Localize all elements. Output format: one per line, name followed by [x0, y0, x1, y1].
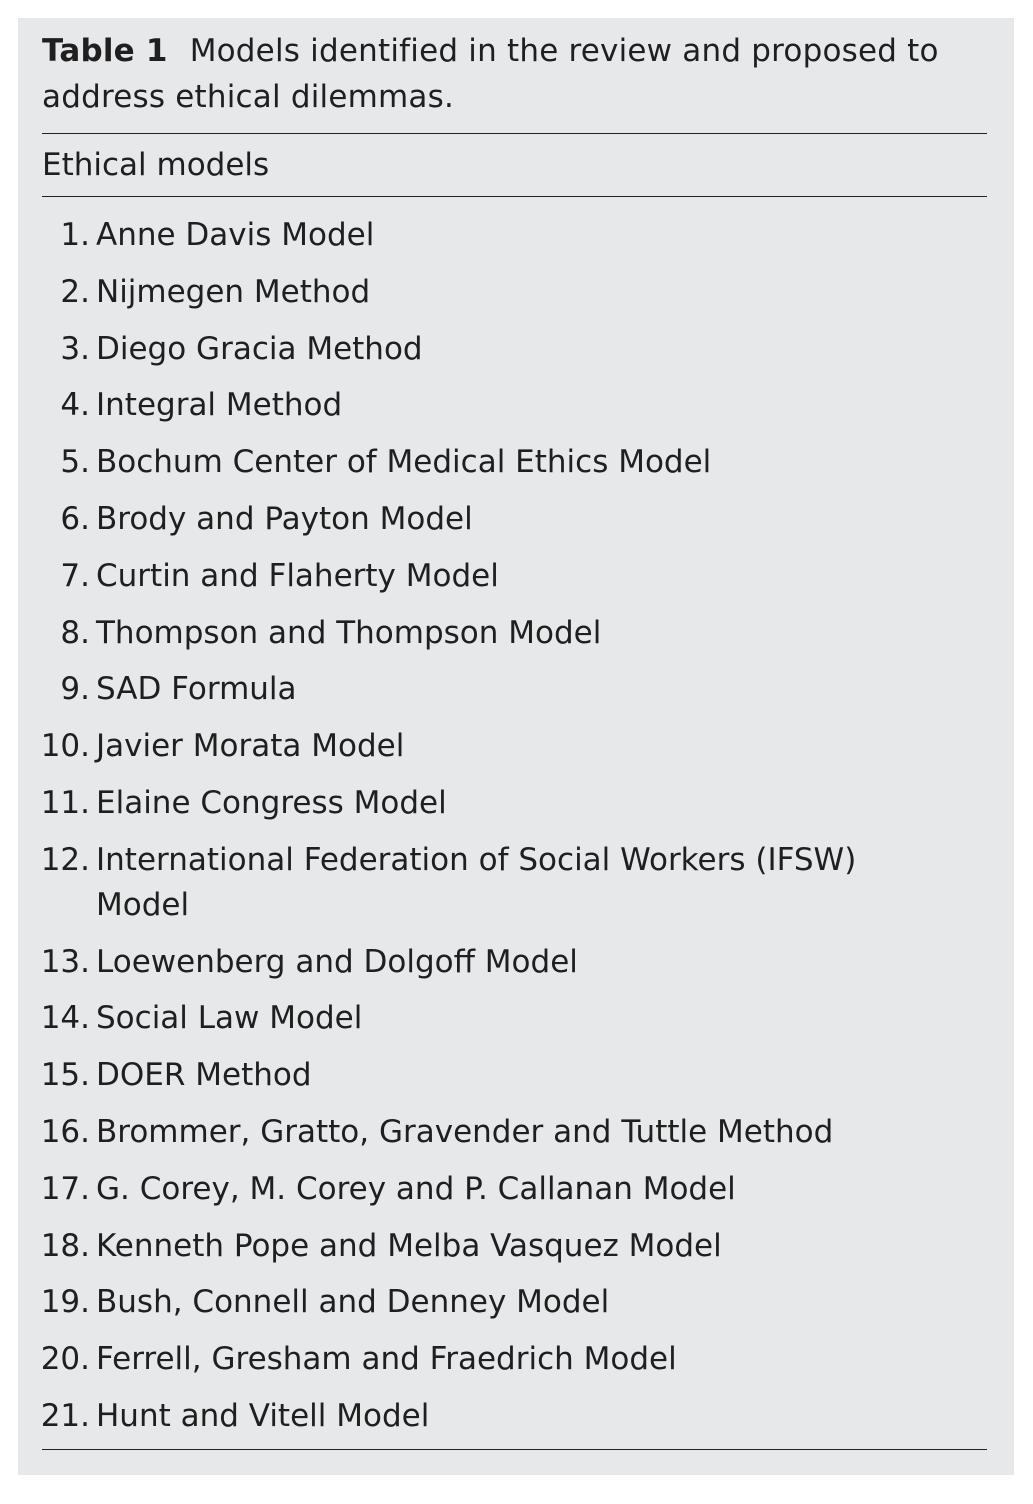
list-item	[18, 1337, 1014, 1382]
item-text: International Federation of Social Workers (IFSW) Model	[96, 841, 857, 923]
item-number: 15.	[40, 1057, 90, 1094]
table-panel	[18, 18, 1014, 1475]
models-list	[18, 213, 1014, 1451]
list-item	[18, 996, 1014, 1041]
item-text: SAD Formula	[96, 671, 297, 708]
item-text: Brody and Payton Model	[96, 500, 473, 537]
item-text: Javier Morata Model	[96, 728, 405, 765]
item-number: 11.	[40, 784, 90, 821]
item-text: Anne Davis Model	[96, 217, 375, 253]
item-number: 21.	[40, 1397, 90, 1434]
list-item	[18, 554, 1014, 599]
item-number: 20.	[40, 1341, 90, 1378]
item-text: Diego Gracia Method	[96, 330, 423, 367]
bottom-rule	[42, 1449, 987, 1450]
list-item	[18, 1224, 1014, 1269]
item-text: Thompson and Thompson Model	[96, 614, 602, 651]
list-item	[18, 781, 1014, 826]
item-number: 1.	[60, 217, 90, 253]
item-number: 18.	[40, 1227, 90, 1264]
item-text: Loewenberg and Dolgoff Model	[96, 943, 578, 980]
item-text: Bush, Connell and Denney Model	[96, 1284, 610, 1321]
item-text: Brommer, Gratto, Gravender and Tuttle Method	[96, 1113, 834, 1150]
list-item	[18, 1053, 1014, 1098]
item-text: Kenneth Pope and Melba Vasquez Model	[96, 1227, 722, 1264]
item-number: 4.	[60, 387, 90, 424]
table-label: Table 1	[42, 33, 168, 69]
item-text: Curtin and Flaherty Model	[96, 557, 499, 594]
table-caption	[42, 28, 992, 120]
item-text: Social Law Model	[96, 1000, 363, 1037]
item-text: Ferrell, Gresham and Fraedrich Model	[96, 1341, 677, 1378]
item-number: 14.	[40, 1000, 90, 1037]
list-item	[18, 940, 1014, 985]
item-text: Elaine Congress Model	[96, 784, 447, 821]
item-number: 3.	[60, 330, 90, 367]
item-text: Integral Method	[96, 387, 343, 424]
list-item	[18, 440, 1014, 485]
list-item	[18, 838, 1014, 928]
list-item	[18, 724, 1014, 769]
item-number: 7.	[60, 557, 90, 594]
item-number: 9.	[60, 671, 90, 708]
item-number: 6.	[60, 500, 90, 537]
column-header: Ethical models	[42, 147, 270, 183]
list-item	[18, 383, 1014, 428]
item-number: 10.	[40, 728, 90, 765]
list-item	[18, 1167, 1014, 1212]
item-number: 16.	[40, 1113, 90, 1150]
list-item	[18, 327, 1014, 372]
item-number: 2.	[60, 273, 90, 310]
list-item	[18, 1280, 1014, 1325]
list-item	[18, 1110, 1014, 1155]
item-number: 5.	[60, 444, 90, 481]
item-text: DOER Method	[96, 1057, 312, 1094]
list-item	[18, 213, 1014, 258]
item-number: 12.	[40, 841, 90, 878]
item-text: Nijmegen Method	[96, 273, 371, 310]
header-rule	[42, 196, 987, 197]
item-text: G. Corey, M. Corey and P. Callanan Model	[96, 1170, 736, 1207]
top-rule	[42, 133, 987, 134]
item-number: 8.	[60, 614, 90, 651]
item-number: 17.	[40, 1170, 90, 1207]
list-item	[18, 270, 1014, 315]
list-item	[18, 667, 1014, 712]
item-number: 13.	[40, 943, 90, 980]
item-text: Hunt and Vitell Model	[96, 1397, 430, 1434]
list-item	[18, 1394, 1014, 1439]
list-item	[18, 611, 1014, 656]
table-caption-text: Models identified in the review and proposed to address ethical dilemmas.	[42, 33, 939, 115]
item-number: 19.	[40, 1284, 90, 1321]
list-item	[18, 497, 1014, 542]
item-text: Bochum Center of Medical Ethics Model	[96, 444, 712, 481]
